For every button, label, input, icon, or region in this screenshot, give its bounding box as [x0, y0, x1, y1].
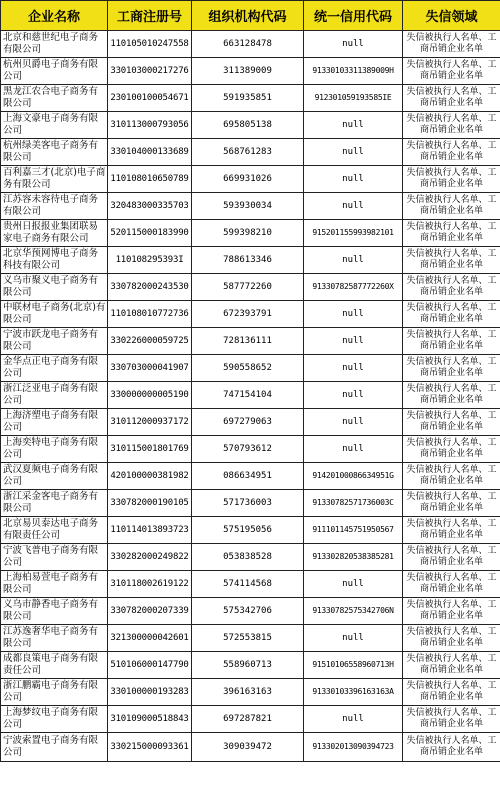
credit-code-cell: null [304, 247, 403, 274]
company-name-cell: 金华点正电子商务有限公司 [1, 355, 108, 382]
company-name-cell: 宁波飞普电子商务有限公司 [1, 544, 108, 571]
table-row [1, 274, 500, 301]
credit-code-cell: null [304, 382, 403, 409]
company-name-cell: 武汉夏频电子商务有限公司 [1, 463, 108, 490]
credit-code-cell: 91330782571736003C [304, 490, 403, 517]
dishonesty-domain-cell: 失信被执行人名单、工商吊销企业名单 [403, 166, 500, 193]
table-row [1, 355, 500, 382]
table-row [1, 679, 500, 706]
company-name-cell: 成都良策电子商务有限责任公司 [1, 652, 108, 679]
table-body [1, 31, 500, 762]
company-name-cell: 上海文豪电子商务有限公司 [1, 112, 108, 139]
organization-code-cell: 570793612 [192, 436, 304, 463]
credit-code-cell: 91330782575342706N [304, 598, 403, 625]
registration-number-cell: 330226000059725 [108, 328, 192, 355]
registration-number-cell: 520115000183990 [108, 220, 192, 247]
organization-code-cell: 568761283 [192, 139, 304, 166]
organization-code-cell: 590558652 [192, 355, 304, 382]
registration-number-cell: 310113000793056 [108, 112, 192, 139]
credit-code-cell: null [304, 409, 403, 436]
table-row [1, 571, 500, 598]
organization-code-cell: 663128478 [192, 31, 304, 58]
company-name-cell: 百利嘉三才(北京)电子商务有限公司 [1, 166, 108, 193]
registration-number-cell: 330103000217276 [108, 58, 192, 85]
header-dishonesty-domain: 失信领域 [403, 1, 500, 31]
organization-code-cell: 728136111 [192, 328, 304, 355]
dishonesty-domain-cell: 失信被执行人名单、工商吊销企业名单 [403, 220, 500, 247]
dishonesty-domain-cell: 失信被执行人名单、工商吊销企业名单 [403, 571, 500, 598]
organization-code-cell: 571736003 [192, 490, 304, 517]
organization-code-cell: 574114568 [192, 571, 304, 598]
registration-number-cell: 330782000190105 [108, 490, 192, 517]
organization-code-cell: 788613346 [192, 247, 304, 274]
credit-code-cell: 91330103396163163A [304, 679, 403, 706]
organization-code-cell: 086634951 [192, 463, 304, 490]
organization-code-cell: 558960713 [192, 652, 304, 679]
company-name-cell: 浙江采金客电子商务有限公司 [1, 490, 108, 517]
company-name-cell: 北京华预网博电子商务科技有限公司 [1, 247, 108, 274]
credit-code-cell: 911101145751950567 [304, 517, 403, 544]
dishonesty-domain-cell: 失信被执行人名单、工商吊销企业名单 [403, 193, 500, 220]
organization-code-cell: 697279063 [192, 409, 304, 436]
company-name-cell: 北京和慈世纪电子商务有限公司 [1, 31, 108, 58]
company-name-cell: 义乌市静香电子商务有限公司 [1, 598, 108, 625]
registration-number-cell: 110105010247558 [108, 31, 192, 58]
table-row [1, 409, 500, 436]
organization-code-cell: 053838528 [192, 544, 304, 571]
table-row [1, 166, 500, 193]
dishonesty-domain-cell: 失信被执行人名单、工商吊销企业名单 [403, 58, 500, 85]
dishonesty-domain-cell: 失信被执行人名单、工商吊销企业名单 [403, 31, 500, 58]
company-name-cell: 上海奕特电子商务有限公司 [1, 436, 108, 463]
organization-code-cell: 575195056 [192, 517, 304, 544]
table-row [1, 733, 500, 762]
table-row [1, 706, 500, 733]
credit-code-cell: 91330782587772260X [304, 274, 403, 301]
company-name-cell: 宁波市跃龙电子商务有限公司 [1, 328, 108, 355]
organization-code-cell: 572553815 [192, 625, 304, 652]
table-row [1, 85, 500, 112]
credit-code-cell: 91510106558960713H [304, 652, 403, 679]
registration-number-cell: 230100100054671 [108, 85, 192, 112]
organization-code-cell: 593930034 [192, 193, 304, 220]
dishonesty-domain-cell: 失信被执行人名单、工商吊销企业名单 [403, 301, 500, 328]
credit-code-cell: null [304, 166, 403, 193]
credit-code-cell: 913302013090394723 [304, 733, 403, 762]
credit-code-cell: null [304, 571, 403, 598]
dishonesty-domain-cell: 失信被执行人名单、工商吊销企业名单 [403, 409, 500, 436]
organization-code-cell: 396163163 [192, 679, 304, 706]
dishonesty-domain-cell: 失信被执行人名单、工商吊销企业名单 [403, 436, 500, 463]
registration-number-cell: 420100000381982 [108, 463, 192, 490]
company-name-cell: 江苏逸奢华电子商务有限公司 [1, 625, 108, 652]
organization-code-cell: 697287821 [192, 706, 304, 733]
registration-number-cell: 110114013893723 [108, 517, 192, 544]
credit-code-cell: 91420100086634951G [304, 463, 403, 490]
table-header-row [1, 1, 500, 31]
table-row [1, 112, 500, 139]
credit-code-cell: null [304, 193, 403, 220]
registration-number-cell: 310118002619122 [108, 571, 192, 598]
registration-number-cell: 110108295393I [108, 247, 192, 274]
dishonesty-domain-cell: 失信被执行人名单、工商吊销企业名单 [403, 85, 500, 112]
table-row [1, 517, 500, 544]
organization-code-cell: 599398210 [192, 220, 304, 247]
credit-code-cell: null [304, 31, 403, 58]
dishonesty-domain-cell: 失信被执行人名单、工商吊销企业名单 [403, 679, 500, 706]
company-name-cell: 江苏容未容待电子商务有限公司 [1, 193, 108, 220]
registration-number-cell: 310109000518843 [108, 706, 192, 733]
dishonesty-domain-cell: 失信被执行人名单、工商吊销企业名单 [403, 355, 500, 382]
registration-number-cell: 110108010650789 [108, 166, 192, 193]
organization-code-cell: 587772260 [192, 274, 304, 301]
registration-number-cell: 330100000193283 [108, 679, 192, 706]
dishonesty-domain-cell: 失信被执行人名单、工商吊销企业名单 [403, 328, 500, 355]
registration-number-cell: 321300000042601 [108, 625, 192, 652]
registration-number-cell: 320483000335703 [108, 193, 192, 220]
credit-code-cell: null [304, 112, 403, 139]
dishonesty-domain-cell: 失信被执行人名单、工商吊销企业名单 [403, 544, 500, 571]
credit-code-cell: null [304, 355, 403, 382]
organization-code-cell: 311389009 [192, 58, 304, 85]
table-row [1, 652, 500, 679]
company-name-cell: 浙江鹏霸电子商务有限公司 [1, 679, 108, 706]
table-row [1, 247, 500, 274]
registration-number-cell: 310115001801769 [108, 436, 192, 463]
table-row [1, 382, 500, 409]
credit-code-cell: null [304, 301, 403, 328]
registration-number-cell: 110108010772736 [108, 301, 192, 328]
company-name-cell: 贵州日报报业集团联易家电子商务有限公司 [1, 220, 108, 247]
dishonesty-domain-cell: 失信被执行人名单、工商吊销企业名单 [403, 490, 500, 517]
dishonesty-domain-cell: 失信被执行人名单、工商吊销企业名单 [403, 598, 500, 625]
organization-code-cell: 747154104 [192, 382, 304, 409]
organization-code-cell: 575342706 [192, 598, 304, 625]
dishonesty-domain-cell: 失信被执行人名单、工商吊销企业名单 [403, 382, 500, 409]
table-row [1, 31, 500, 58]
credit-code-cell: 913302820538385281 [304, 544, 403, 571]
credit-code-cell: null [304, 706, 403, 733]
dishonesty-domain-cell: 失信被执行人名单、工商吊销企业名单 [403, 274, 500, 301]
registration-number-cell: 330782000243530 [108, 274, 192, 301]
registration-number-cell: 510106000147790 [108, 652, 192, 679]
company-name-cell: 北京易贝泰达电子商务有限责任公司 [1, 517, 108, 544]
table-row [1, 220, 500, 247]
dishonesty-domain-cell: 失信被执行人名单、工商吊销企业名单 [403, 733, 500, 762]
company-name-cell: 杭州贝爵电子商务有限公司 [1, 58, 108, 85]
dishonesty-domain-cell: 失信被执行人名单、工商吊销企业名单 [403, 247, 500, 274]
company-name-cell: 宁波索置电子商务有限公司 [1, 733, 108, 762]
dishonesty-domain-cell: 失信被执行人名单、工商吊销企业名单 [403, 652, 500, 679]
registration-number-cell: 330703000041907 [108, 355, 192, 382]
organization-code-cell: 695805138 [192, 112, 304, 139]
company-name-cell: 义乌市聚义电子商务有限公司 [1, 274, 108, 301]
organization-code-cell: 669931026 [192, 166, 304, 193]
credit-code-cell: 915201155993982101 [304, 220, 403, 247]
company-name-cell: 上海济塑电子商务有限公司 [1, 409, 108, 436]
dishonesty-domain-cell: 失信被执行人名单、工商吊销企业名单 [403, 112, 500, 139]
table-row [1, 436, 500, 463]
credit-code-cell: 912301059193585IE [304, 85, 403, 112]
organization-code-cell: 309039472 [192, 733, 304, 762]
company-name-cell: 浙江泛亚电子商务有限公司 [1, 382, 108, 409]
credit-code-cell: null [304, 139, 403, 166]
company-name-cell: 中联材电子商务(北京)有限公司 [1, 301, 108, 328]
table-row [1, 625, 500, 652]
organization-code-cell: 672393791 [192, 301, 304, 328]
table-row [1, 490, 500, 517]
organization-code-cell: 591935851 [192, 85, 304, 112]
table-row [1, 301, 500, 328]
registration-number-cell: 330215000093361 [108, 733, 192, 762]
company-name-cell: 杭州绿美客电子商务有限公司 [1, 139, 108, 166]
credit-code-cell: null [304, 625, 403, 652]
table-row [1, 139, 500, 166]
registration-number-cell: 330104000133689 [108, 139, 192, 166]
company-name-cell: 上海柏易萱电子商务有限公司 [1, 571, 108, 598]
dishonesty-domain-cell: 失信被执行人名单、工商吊销企业名单 [403, 139, 500, 166]
header-organization-code: 组织机构代码 [192, 1, 304, 31]
header-registration-number: 工商注册号 [108, 1, 192, 31]
company-name-cell: 黑龙江农合电子商务有限公司 [1, 85, 108, 112]
company-name-cell: 上海梦纹电子商务有限公司 [1, 706, 108, 733]
dishonesty-domain-cell: 失信被执行人名单、工商吊销企业名单 [403, 463, 500, 490]
table-row [1, 544, 500, 571]
credit-code-cell: 91330103311389009H [304, 58, 403, 85]
table-row [1, 463, 500, 490]
dishonesty-domain-cell: 失信被执行人名单、工商吊销企业名单 [403, 517, 500, 544]
dishonesty-domain-cell: 失信被执行人名单、工商吊销企业名单 [403, 625, 500, 652]
table-row [1, 58, 500, 85]
header-company-name: 企业名称 [1, 1, 108, 31]
registration-number-cell: 330000000005190 [108, 382, 192, 409]
table-row [1, 193, 500, 220]
registration-number-cell: 310112000937172 [108, 409, 192, 436]
credit-code-cell: null [304, 328, 403, 355]
dishonesty-domain-cell: 失信被执行人名单、工商吊销企业名单 [403, 706, 500, 733]
registration-number-cell: 330782000207339 [108, 598, 192, 625]
table-row [1, 598, 500, 625]
registration-number-cell: 330282000249822 [108, 544, 192, 571]
table-row [1, 328, 500, 355]
header-credit-code: 统一信用代码 [304, 1, 403, 31]
credit-code-cell: null [304, 436, 403, 463]
